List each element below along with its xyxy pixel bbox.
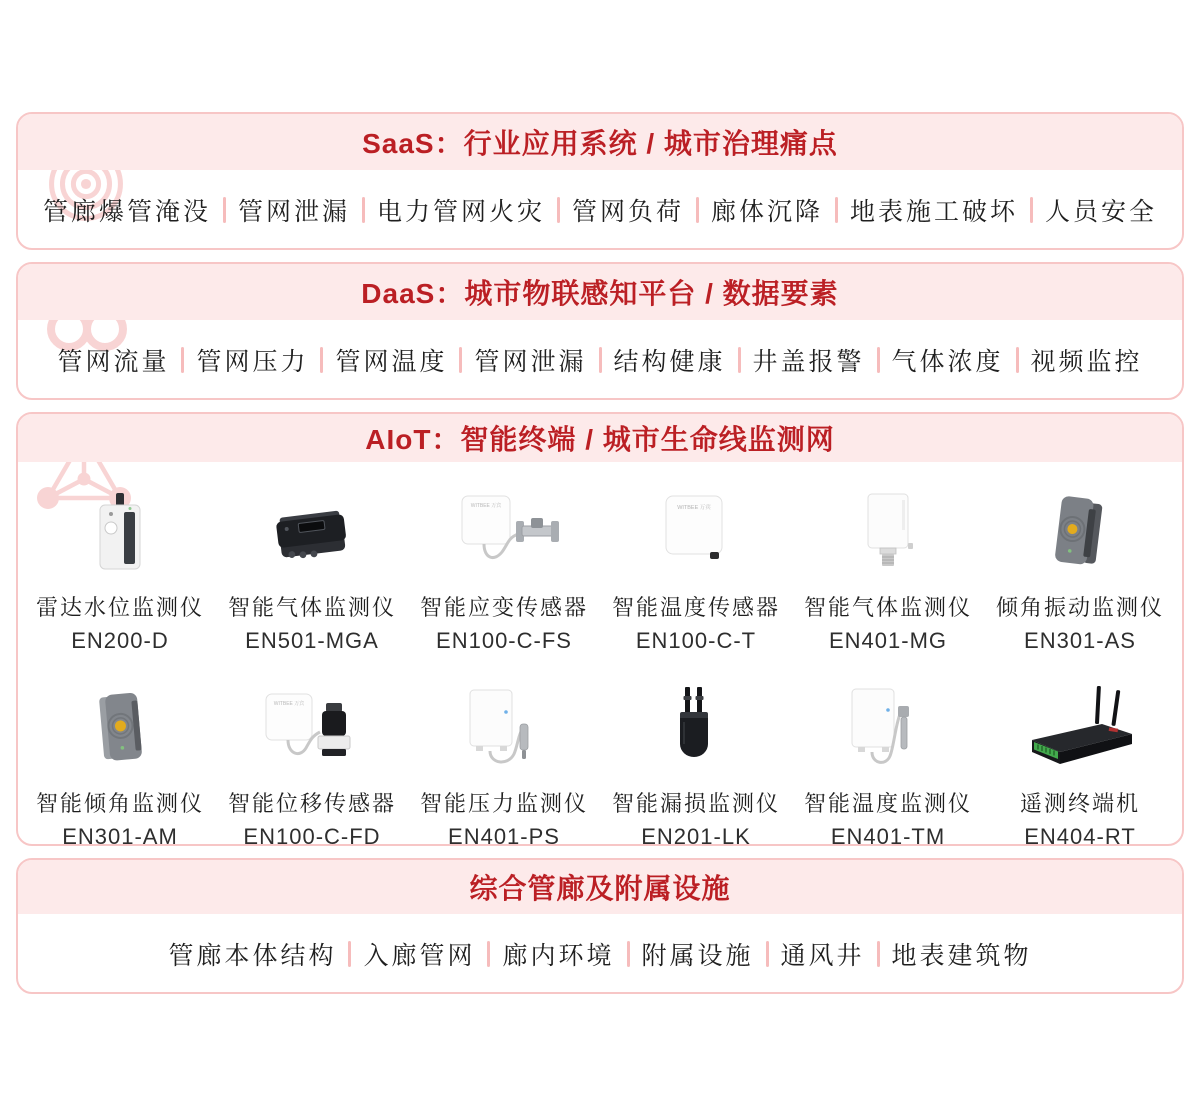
daas-header <box>18 264 1182 320</box>
divider <box>738 347 741 373</box>
aiot-title: AIoT：智能终端 / 城市生命线监测网 <box>365 424 835 455</box>
temperature-sensor-device-image <box>626 488 766 583</box>
saas-item: 地表施工破坏 <box>850 198 1019 226</box>
device-brand-label: WITBEE 万宾 <box>677 505 711 511</box>
product-card <box>24 684 216 846</box>
product-card <box>600 684 792 846</box>
product-card <box>792 684 984 846</box>
saas-item: 廊体沉降 <box>711 198 824 226</box>
product-name: 智能温度传感器 <box>611 595 780 620</box>
corridor-item: 地表建筑物 <box>891 942 1032 970</box>
daas-title: DaaS：城市物联感知平台 / 数据要素 <box>361 278 839 309</box>
product-model: EN301-AM <box>62 824 178 846</box>
corridor-item: 通风井 <box>780 942 865 970</box>
product-model: EN404-RT <box>1024 824 1136 846</box>
gas-monitor-black-device-image <box>242 488 382 583</box>
product-model: EN401-TM <box>830 824 946 846</box>
daas-item: 管网压力 <box>196 348 309 376</box>
tilt-vibration-device-image <box>1010 488 1150 583</box>
divider <box>362 197 365 223</box>
strain-sensor-device-image <box>434 488 574 583</box>
aiot-header <box>18 414 1182 462</box>
corridor-title: 综合管廊及附属设施 <box>469 873 731 904</box>
corridor-item: 管廊本体结构 <box>168 942 337 970</box>
saas-item: 人员安全 <box>1045 198 1158 226</box>
product-model: EN301-AS <box>1024 628 1136 653</box>
saas-title: SaaS：行业应用系统 / 城市治理痛点 <box>362 128 838 159</box>
product-model: EN201-LK <box>641 824 751 846</box>
corridor-header <box>18 860 1182 914</box>
product-name: 智能气体监测仪 <box>803 595 972 620</box>
divider <box>487 941 490 967</box>
product-model: EN100-C-FD <box>243 824 381 846</box>
product-card <box>216 684 408 846</box>
divider <box>599 347 602 373</box>
saas-header <box>18 114 1182 170</box>
divider <box>1016 347 1019 373</box>
saas-items-row <box>18 170 1182 250</box>
product-model: EN100-C-FS <box>436 628 572 653</box>
product-name: 智能温度监测仪 <box>803 791 972 816</box>
product-name: 智能压力监测仪 <box>419 791 588 816</box>
product-name: 智能应变传感器 <box>419 595 588 620</box>
divider <box>627 941 630 967</box>
product-card <box>984 684 1176 846</box>
device-brand-label: WITBEE 万宾 <box>470 503 502 509</box>
product-card <box>408 488 600 654</box>
saas-section-card <box>16 112 1184 250</box>
daas-item: 管网泄漏 <box>474 348 587 376</box>
corridor-items-row <box>18 914 1182 994</box>
temperature-monitor-device-image <box>818 684 958 779</box>
aiot-product-grid <box>18 462 1182 846</box>
product-model: EN100-C-T <box>635 628 757 653</box>
product-name: 倾角振动监测仪 <box>995 595 1164 620</box>
pressure-monitor-device-image <box>434 684 574 779</box>
divider <box>348 941 351 967</box>
divider <box>696 197 699 223</box>
product-card <box>600 488 792 654</box>
daas-item: 视频监控 <box>1030 348 1143 376</box>
saas-item: 管网负荷 <box>571 198 684 226</box>
divider <box>877 347 880 373</box>
divider <box>223 197 226 223</box>
divider <box>877 941 880 967</box>
divider <box>835 197 838 223</box>
daas-item: 管网温度 <box>335 348 448 376</box>
product-card <box>24 488 216 654</box>
aiot-section-card <box>16 412 1184 846</box>
divider <box>557 197 560 223</box>
product-name: 智能漏损监测仪 <box>611 791 780 816</box>
corridor-item: 廊内环境 <box>502 942 615 970</box>
divider <box>1030 197 1033 223</box>
product-name: 智能位移传感器 <box>227 791 396 816</box>
leak-monitor-device-image <box>626 684 766 779</box>
saas-item: 电力管网火灾 <box>376 198 545 226</box>
product-model: EN501-MGA <box>245 628 379 653</box>
device-brand-label: WITBEE 万宾 <box>273 701 305 707</box>
tilt-monitor-device-image <box>50 684 190 779</box>
daas-items-row <box>18 320 1182 400</box>
divider <box>459 347 462 373</box>
saas-item: 管廊爆管淹没 <box>42 198 211 226</box>
corridor-section-card <box>16 858 1184 994</box>
product-name: 雷达水位监测仪 <box>35 595 204 620</box>
telemetry-terminal-device-image <box>1010 684 1150 779</box>
divider <box>320 347 323 373</box>
daas-section-card <box>16 262 1184 400</box>
product-card <box>792 488 984 654</box>
product-name: 智能气体监测仪 <box>227 595 396 620</box>
daas-item: 结构健康 <box>613 348 726 376</box>
daas-item: 管网流量 <box>57 348 170 376</box>
corridor-item: 附属设施 <box>641 942 754 970</box>
divider <box>181 347 184 373</box>
product-name: 智能倾角监测仪 <box>35 791 204 816</box>
product-name: 遥测终端机 <box>1019 791 1140 816</box>
daas-item: 井盖报警 <box>752 348 865 376</box>
gas-monitor-white-device-image <box>818 488 958 583</box>
product-card <box>216 488 408 654</box>
product-card <box>984 488 1176 654</box>
radar-water-level-device-image <box>50 488 190 583</box>
displacement-sensor-device-image <box>242 684 382 779</box>
product-card <box>408 684 600 846</box>
corridor-item: 入廊管网 <box>363 942 476 970</box>
divider <box>766 941 769 967</box>
saas-item: 管网泄漏 <box>237 198 350 226</box>
product-model: EN401-PS <box>448 824 560 846</box>
product-model: EN200-D <box>71 628 169 653</box>
daas-item: 气体浓度 <box>891 348 1004 376</box>
product-model: EN401-MG <box>828 628 948 653</box>
